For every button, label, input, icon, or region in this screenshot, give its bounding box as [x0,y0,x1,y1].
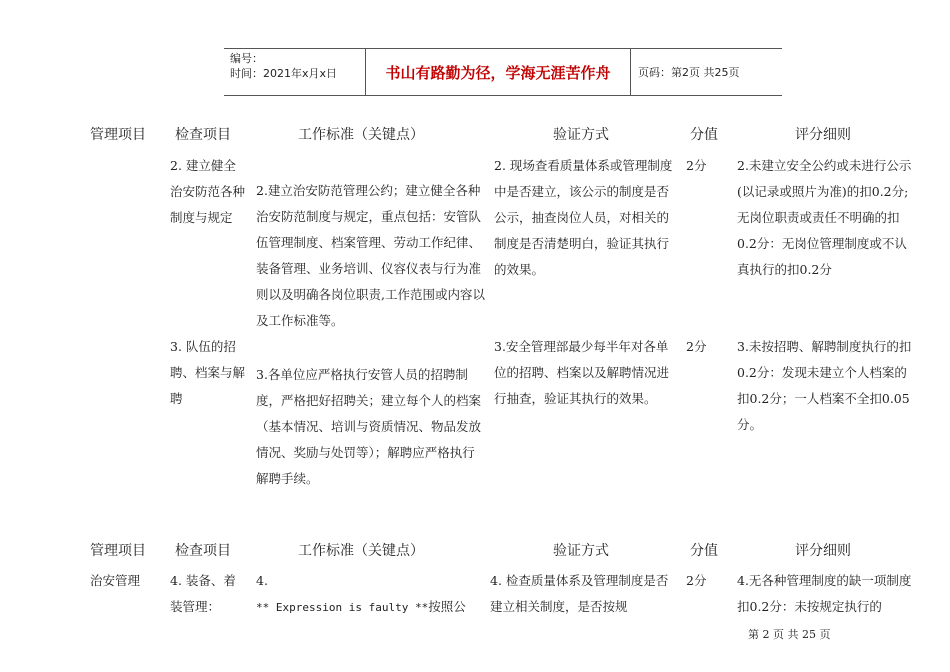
row3-item: 3. 队伍的招聘、档案与解聘 [170,339,246,406]
th-verify: 验证方式 [553,127,609,143]
header-meta [224,49,366,95]
row4-standard [256,568,486,621]
time-label: 时间：2021年x月x日 [230,67,338,80]
row2-item: 2. 建立健全治安防范各种制度与规定 [170,158,246,225]
th2-standard: 工作标准（关键点） [298,543,424,559]
row3-score: 2分 [686,339,707,354]
page-footer: 第 2 页 共 25 页 [748,628,831,641]
th-category: 管理项目 [90,127,146,143]
row4-standard-line1: 4. [256,573,268,588]
row2-detail: 2.未建立安全公约或未进行公示(以记录或照片为准)的扣0.2分;无岗位职责或责任不明确的扣0.2分：无岗位管理制度或不认真执行的扣0.2分 [737,158,912,277]
row2-standard: 2.建立治安防范管理公约；建立健全各种治安防范制度与规定，重点包括：安管队伍管理制度、档案管理、劳动工作纪律、装备管理、业务培训、仪容仪表与行为准则以及明确各岗位职责,工作范围或内容以及工作标准等。 [256,183,485,328]
th-standard: 工作标准（关键点） [298,127,424,143]
th2-category: 管理项目 [90,543,146,559]
th-check-item: 检查项目 [175,127,231,143]
row3-detail: 3.未按招聘、解聘制度执行的扣0.2分：发现未建立个人档案的扣0.2分；一人档案不全扣0.05分。 [737,339,912,432]
th2-detail: 评分细则 [795,543,851,559]
document-header [224,48,782,96]
row2-verify: 2. 现场查看质量体系或管理制度中是否建立，该公示的制度是否公示，抽查岗位人员，对相关的制度是否清楚明白，验证其执行的效果。 [494,158,673,277]
row3-verify: 3.安全管理部最少每半年对各单位的招聘、档案以及解聘情况进行抽查，验证其执行的效果。 [494,339,670,406]
th-score: 分值 [690,127,718,143]
expression-error-text: ** Expression is faulty ** [256,601,429,614]
header-slogan: 书山有路勤为径，学海无涯苦作舟 [366,49,631,95]
row4-category: 治安管理 [90,573,141,588]
th-detail: 评分细则 [795,127,851,143]
th2-verify: 验证方式 [553,543,609,559]
row4-item: 4. 装备、着装管理： [170,573,236,614]
row4-score: 2分 [686,573,707,588]
row2-score: 2分 [686,158,707,173]
row4-standard-rest: 按照公 [428,599,466,614]
row4-standard-line2 [256,594,486,621]
row3-standard: 3.各单位应严格执行安管人员的招聘制度，严格把好招聘关；建立每个人的档案（基本情况、培训与资质情况、物品发放情况、奖励与处罚等）；解聘应严格执行解聘手续。 [256,367,482,486]
row4-detail: 4.无各种管理制度的缺一项制度扣0.2分：未按规定执行的 [737,573,912,614]
row4-verify: 4. 检查质量体系及管理制度是否建立相关制度，是否按规 [490,573,669,614]
number-label: 编号： [230,52,263,65]
page-code: 页码：第2页 共25页 [638,66,740,79]
th2-score: 分值 [690,543,718,559]
th2-check-item: 检查项目 [175,543,231,559]
